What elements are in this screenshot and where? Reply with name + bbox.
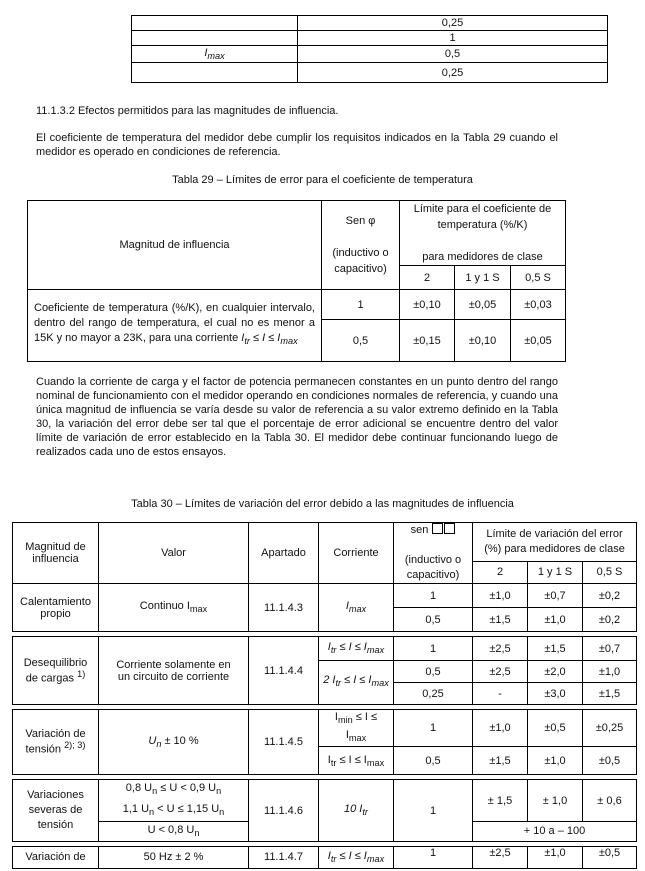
t29-cell: ±0,10 xyxy=(455,320,511,362)
t30-sen: 1 xyxy=(394,637,473,661)
t30-sen: 1 xyxy=(394,780,473,841)
t30-valor: U < 0,8 $U_n$ xyxy=(99,821,249,841)
t30-apartado: 11.1.4.6 xyxy=(249,780,319,841)
t30-cell: ±2,5 xyxy=(473,637,528,661)
top-label xyxy=(132,31,298,46)
t29-cell: ±0,10 xyxy=(400,290,455,320)
t29-cell: ±0,05 xyxy=(511,320,566,362)
t30-cell: ±2,0 xyxy=(528,661,583,683)
t30-sen: 0,5 xyxy=(394,608,473,632)
t30-header-limite: Límite de variación del error (%) para medidores de clase xyxy=(473,523,637,562)
t30-cell: ±2,5 xyxy=(473,661,528,683)
t30-class: 2 xyxy=(473,561,528,583)
t30-magnitud: Variaciones severas de tensión xyxy=(13,780,99,841)
top-table xyxy=(131,15,608,83)
t30-corriente: $I_{min} \le I \le I_{max}$ xyxy=(319,710,394,747)
t30-class: 1 y 1 S xyxy=(528,561,583,583)
t30-cell: ±0,2 xyxy=(583,584,637,608)
t30-cell: ±1,0 xyxy=(528,747,583,775)
t30-magnitud: Variación de xyxy=(13,846,99,868)
t30-corriente: 2 $I_{tr} \le I \le I_{max}$ xyxy=(319,661,394,705)
t29-header-limite: Límite para el coeficiente de temperatura (%/K) para medidores de clase xyxy=(400,201,566,266)
t30-cell: ±2,5 xyxy=(473,846,528,868)
table30-caption: Tabla 30 – Límites de variación del error debido a las magnitudes de influencia xyxy=(131,498,514,510)
t30-cell: ±1,0 xyxy=(473,584,528,608)
t29-sen: 1 xyxy=(322,290,400,320)
t30-cell: ± 1,5 xyxy=(473,780,528,821)
t30-valor: 0,8 $U_n \le U < 0,9$ $U_n$ 1,1 $U_n < U \le 1,15$ $U_n$ xyxy=(99,780,249,821)
t30-cell: ±0,7 xyxy=(583,637,637,661)
t30-apartado: 11.1.4.3 xyxy=(249,584,319,632)
top-label xyxy=(132,16,298,31)
top-label xyxy=(132,63,298,83)
t30-corriente: 10 $I_{tr}$ xyxy=(319,780,394,841)
t30-cell: ±0,5 xyxy=(583,747,637,775)
t30-cell: ±1,5 xyxy=(473,747,528,775)
top-value: 0,5 xyxy=(298,46,608,63)
t30-cell: ± 0,6 xyxy=(583,780,637,821)
table-30 xyxy=(12,522,637,869)
t30-cell: - xyxy=(473,683,528,705)
t30-corriente: $I_{tr} \le I \le I_{max}$ xyxy=(319,637,394,661)
t30-sen: 0,25 xyxy=(394,683,473,705)
t30-span-cell: + 10 a – 100 xyxy=(473,821,637,841)
t30-valor: 50 Hz ± 2 % xyxy=(99,846,249,868)
phi-symbol-box xyxy=(444,523,455,534)
t30-cell: ±1,0 xyxy=(583,661,637,683)
t30-cell: ±1,0 xyxy=(528,608,583,632)
t30-sen: 1 xyxy=(394,846,473,868)
phi-symbol-box xyxy=(432,523,443,534)
t30-cell: ±1,5 xyxy=(473,608,528,632)
t29-header-magnitud: Magnitud de influencia xyxy=(28,201,322,290)
t30-cell: ±1,0 xyxy=(473,710,528,747)
t30-header-magnitud: Magnitud de influencia xyxy=(13,523,99,584)
t30-cell: ± 1,0 xyxy=(528,780,583,821)
t29-class: 0,5 S xyxy=(511,266,566,290)
paragraph-1: El coeficiente de temperatura del medidor debe cumplir los requisitos indicados en la Tabla 29 cuando el medidor es operado en condiciones de referencia. xyxy=(36,132,558,158)
t29-sen: 0,5 xyxy=(322,320,400,362)
t30-valor: Continuo $I_{max}$ xyxy=(99,584,249,632)
t30-valor: Corriente solamente en un circuito de corriente xyxy=(99,637,249,705)
t30-sen: 0,5 xyxy=(394,661,473,683)
t30-magnitud: Variación de tensión $^{2); 3)}$ xyxy=(13,710,99,775)
t30-cell: ±0,5 xyxy=(583,846,637,868)
t30-corriente: $I_{tr} \le I \le I_{max}$ xyxy=(319,747,394,775)
top-value: 0,25 xyxy=(298,16,608,31)
t29-cell: ±0,05 xyxy=(455,290,511,320)
t30-cell: ±0,7 xyxy=(528,584,583,608)
t30-cell: ±0,2 xyxy=(583,608,637,632)
t29-class: 1 y 1 S xyxy=(455,266,511,290)
t30-header-corriente: Corriente xyxy=(319,523,394,584)
section-heading: 11.1.3.2 Efectos permitidos para las magnitudes de influencia. xyxy=(36,105,339,117)
t30-cell: ±3,0 xyxy=(528,683,583,705)
t30-valor: $U_n \pm 10$ % xyxy=(99,710,249,775)
table29-caption: Tabla 29 – Límites de error para el coeficiente de temperatura xyxy=(172,174,473,186)
paragraph-2: Cuando la corriente de carga y el factor de potencia permanecen constantes en un punto dentro del rango nominal de funcionamiento con el medidor operando en condiciones normales de referencia, y cuando una única magnitud de influencia se varía desde su valor de referencia a su valor extremo definido en la Tabla 30, la variación del error debe ser tal que el porcentaje de error adicional se encuentre dentro del valor límite de variación de error establecido en la Tabla 30. El medidor debe continuar funcionando luego de realizados cada uno de estos ensayos. xyxy=(36,376,558,458)
t29-class: 2 xyxy=(400,266,455,290)
t30-cell: ±1,0 xyxy=(528,846,583,868)
t30-cell: ±1,5 xyxy=(583,683,637,705)
t29-cell: ±0,03 xyxy=(511,290,566,320)
t30-header-apartado: Apartado xyxy=(249,523,319,584)
t30-apartado: 11.1.4.7 xyxy=(249,846,319,868)
t29-cell: ±0,15 xyxy=(400,320,455,362)
top-value: 1 xyxy=(298,31,608,46)
t30-cell: ±0,25 xyxy=(583,710,637,747)
t30-corriente: $I_{max}$ xyxy=(319,584,394,632)
t30-corriente: $I_{tr} \le I \le I_{max}$ xyxy=(319,846,394,868)
t30-magnitud: Calentamiento propio xyxy=(13,584,99,632)
t30-apartado: 11.1.4.4 xyxy=(249,637,319,705)
top-label: $I_{max}$ xyxy=(132,46,298,63)
table-29 xyxy=(27,200,566,362)
t30-header-valor: Valor xyxy=(99,523,249,584)
t30-class: 0,5 S xyxy=(583,561,637,583)
t29-row-desc: Coeficiente de temperatura (%/K), en cualquier intervalo, dentro del rango de temperatura, el cual no es menor a 15K y no mayor a 23K, para una corriente $I_{tr} \le I \le I_{max}$ xyxy=(28,290,322,362)
t30-cell: ±0,5 xyxy=(528,710,583,747)
t29-header-sen: Sen φ (inductivo o capacitivo) xyxy=(322,201,400,290)
t30-apartado: 11.1.4.5 xyxy=(249,710,319,775)
t30-sen: 1 xyxy=(394,710,473,747)
t30-sen: 0,5 xyxy=(394,747,473,775)
t30-sen: 1 xyxy=(394,584,473,608)
top-value: 0,25 xyxy=(298,63,608,83)
t30-header-sen: sen (inductivo o capacitivo) xyxy=(394,523,473,584)
t30-cell: ±1,5 xyxy=(528,637,583,661)
t30-magnitud: Desequilibrio de cargas $^{1)}$ xyxy=(13,637,99,705)
